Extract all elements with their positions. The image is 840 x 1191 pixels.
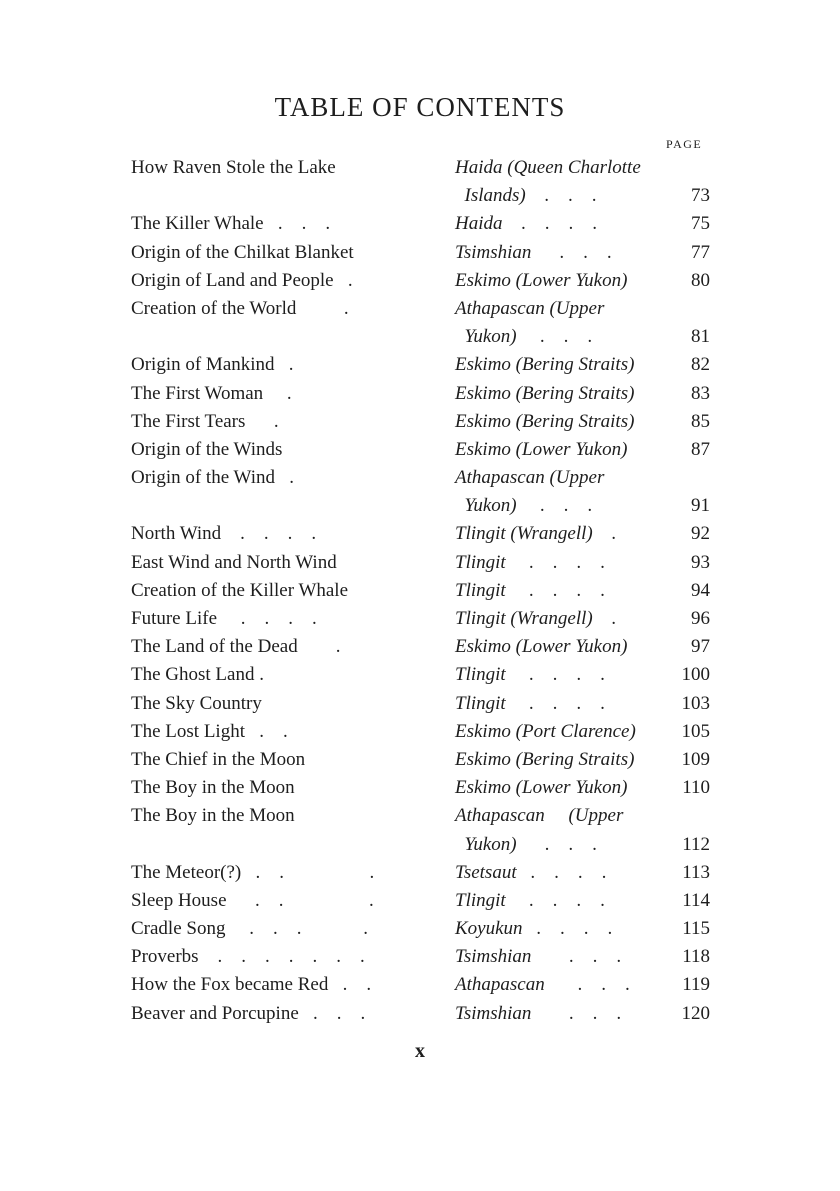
contents-row <box>0 577 840 605</box>
entry-source: Haida (Queen Charlotte <box>455 157 641 178</box>
entry-title: The Sky Country <box>131 692 262 714</box>
contents-row <box>0 295 840 323</box>
contents-row <box>0 633 840 661</box>
contents-row <box>0 351 840 379</box>
entry-source: Yukon) . . . <box>455 495 593 517</box>
entry-source: Athapascan (Upper <box>455 467 605 489</box>
entry-page: 73 <box>691 185 710 207</box>
entry-page: 80 <box>691 269 710 291</box>
contents-row <box>0 971 840 999</box>
contents-row <box>0 887 840 915</box>
entry-page: 97 <box>691 636 710 658</box>
contents-row <box>0 464 840 492</box>
contents-row <box>0 746 840 774</box>
entry-source: Athapascan . . . <box>455 974 631 996</box>
entry-source: Tlingit (Wrangell) . <box>455 608 617 629</box>
entry-page: 93 <box>691 551 710 573</box>
page-title: TABLE OF CONTENTS <box>274 92 566 122</box>
entry-page: 119 <box>682 974 710 996</box>
contents-row <box>0 436 840 464</box>
entry-source: Athapascan (Upper <box>455 805 624 827</box>
entry-title: North Wind . . . . <box>131 523 317 545</box>
entry-title: The Boy in the Moon <box>131 777 295 799</box>
contents-row <box>0 661 840 689</box>
contents-row <box>0 718 840 746</box>
entry-page: 100 <box>681 664 710 686</box>
entry-source: Tlingit . . . . <box>455 692 606 714</box>
entry-source: Athapascan (Upper <box>455 297 605 319</box>
entry-source: Eskimo (Lower Yukon) <box>455 438 628 460</box>
entry-title: Proverbs . . . . . . . <box>131 946 365 968</box>
entry-page: 91 <box>691 495 710 517</box>
entry-source: Eskimo (Port Clarence) <box>455 720 636 742</box>
entry-page: 103 <box>681 692 710 714</box>
entry-title: Origin of the Wind . <box>131 467 295 489</box>
entry-title: Origin of Mankind . <box>131 354 294 376</box>
contents-row <box>0 154 840 182</box>
contents-row <box>0 520 840 548</box>
contents-row <box>0 549 840 577</box>
contents-row <box>0 323 840 351</box>
contents-row <box>0 182 840 210</box>
contents-row <box>0 943 840 971</box>
entry-page: 75 <box>691 213 710 235</box>
entry-title: Future Life . . . . <box>131 608 317 629</box>
entry-source: Koyukun . . . . <box>455 918 613 940</box>
entry-source: Islands) . . . <box>455 185 597 207</box>
entry-title: The Meteor(?) . . . <box>131 861 375 883</box>
entry-page: 87 <box>691 438 710 460</box>
entry-source: Haida . . . . <box>455 213 598 235</box>
entry-title: How the Fox became Red . . <box>131 974 372 996</box>
entry-title: The First Woman . <box>131 382 292 404</box>
entry-page: 120 <box>681 1002 710 1024</box>
entry-source: Tsimshian . . . <box>455 241 613 263</box>
contents-row <box>0 802 840 830</box>
contents-row <box>0 492 840 520</box>
entry-title: The Lost Light . . <box>131 720 288 742</box>
contents-row <box>0 605 840 633</box>
entry-source: Eskimo (Bering Straits) <box>455 748 635 770</box>
entry-page: 105 <box>681 720 710 742</box>
contents-row <box>0 690 840 718</box>
entry-page: 118 <box>682 946 710 968</box>
entry-source: Eskimo (Bering Straits) <box>455 410 635 432</box>
entry-source: Eskimo (Lower Yukon) <box>455 777 628 799</box>
entry-title: East Wind and North Wind <box>131 551 337 573</box>
contents-row <box>0 239 840 267</box>
entry-source: Eskimo (Bering Straits) <box>455 382 635 404</box>
entry-source: Tlingit . . . . <box>455 579 606 601</box>
entry-title: Beaver and Porcupine . . . <box>131 1002 366 1024</box>
entry-page: 113 <box>682 861 710 883</box>
entry-page: 83 <box>691 382 710 404</box>
contents-row <box>0 831 840 859</box>
contents-row <box>0 1000 840 1028</box>
entry-title: The First Tears . <box>131 410 279 432</box>
contents-row <box>0 380 840 408</box>
entry-page: 115 <box>682 918 710 940</box>
entry-title: How Raven Stole the Lake <box>131 157 336 178</box>
entry-title: Sleep House . . . <box>131 889 374 911</box>
entry-source: Tlingit . . . . <box>455 551 606 573</box>
entry-page: 77 <box>691 241 710 263</box>
entry-page: 92 <box>691 523 710 545</box>
entry-title: The Ghost Land . <box>131 664 264 686</box>
contents-row <box>0 408 840 436</box>
entry-title: The Land of the Dead . <box>131 636 341 658</box>
entry-source: Eskimo (Bering Straits) <box>455 354 635 376</box>
entry-page: 112 <box>682 833 710 855</box>
entry-source: Yukon) . . . <box>455 326 593 348</box>
entry-title: Cradle Song . . . . <box>131 918 368 940</box>
entry-title: Origin of the Winds <box>131 438 283 460</box>
entry-page: 109 <box>681 748 710 770</box>
entry-title: The Boy in the Moon <box>131 805 295 827</box>
entry-source: Tlingit (Wrangell) . <box>455 523 617 545</box>
entry-source: Eskimo (Lower Yukon) <box>455 636 628 658</box>
entry-page: 110 <box>682 777 710 799</box>
entry-page: 96 <box>691 608 710 629</box>
contents-list <box>0 154 840 1028</box>
entry-source: Yukon) . . . <box>455 833 598 855</box>
entry-title: The Chief in the Moon <box>131 748 306 770</box>
entry-title: Origin of the Chilkat Blanket <box>131 241 354 263</box>
entry-page: 94 <box>691 579 710 601</box>
entry-title: Creation of the World . <box>131 297 349 319</box>
entry-source: Tlingit . . . . <box>455 889 606 911</box>
entry-source: Tsetsaut . . . . <box>455 861 607 883</box>
entry-title: Creation of the Killer Whale <box>131 579 349 601</box>
page-column-label: PAGE <box>666 137 703 151</box>
entry-source: Tlingit . . . . <box>455 664 606 686</box>
contents-row <box>0 774 840 802</box>
entry-source: Eskimo (Lower Yukon) <box>455 269 628 291</box>
entry-page: 82 <box>691 354 710 376</box>
contents-row <box>0 915 840 943</box>
footer-page-number: x <box>415 1040 425 1062</box>
entry-page: 114 <box>682 889 710 911</box>
entry-page: 85 <box>691 410 710 432</box>
entry-title: Origin of Land and People . <box>131 269 353 291</box>
contents-row <box>0 210 840 238</box>
contents-row <box>0 267 840 295</box>
entry-source: Tsimshian . . . <box>455 946 622 968</box>
entry-page: 81 <box>691 326 710 348</box>
entry-source: Tsimshian . . . <box>455 1002 622 1024</box>
contents-row <box>0 859 840 887</box>
entry-title: The Killer Whale . . . <box>131 213 331 235</box>
